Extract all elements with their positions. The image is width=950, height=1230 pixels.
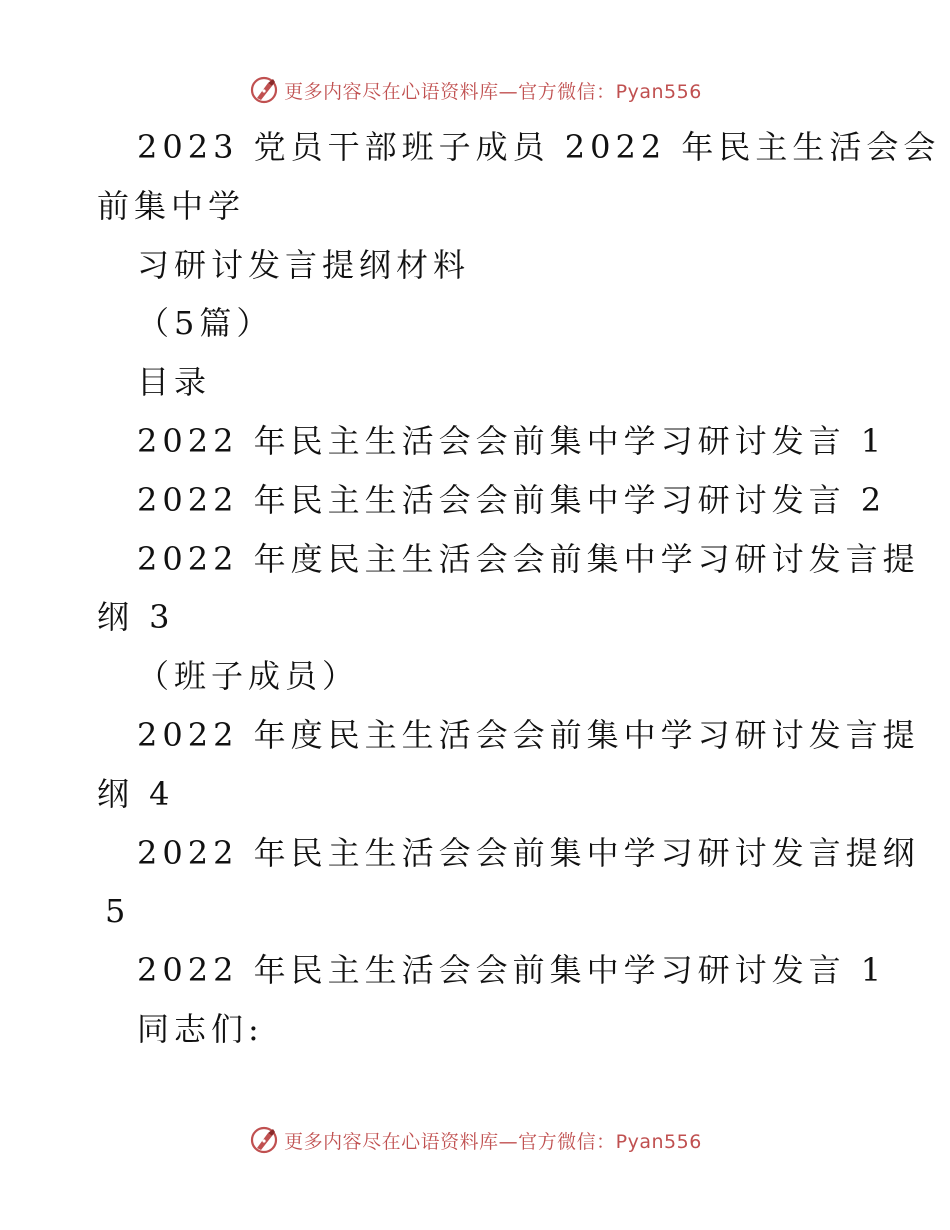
toc-entry-3-cont: 纲 3 bbox=[97, 598, 175, 637]
toc-entry-1: 2022 年民主生活会会前集中学习研讨发言 1 bbox=[137, 421, 887, 460]
doc-count-line: （5篇） bbox=[137, 304, 274, 343]
salutation: 同志们: bbox=[137, 1009, 264, 1048]
toc-heading: 目录 bbox=[137, 363, 212, 402]
header-watermark-banner bbox=[0, 70, 950, 110]
watermark-text: 更多内容尽在心语资料库—官方微信：Pyan556 bbox=[284, 80, 702, 103]
toc-entry-5-cont: 5 bbox=[105, 892, 131, 931]
toc-entry-4: 2022 年度民主生活会会前集中学习研讨发言提 bbox=[137, 715, 920, 754]
toc-entry-5: 2022 年民主生活会会前集中学习研讨发言提纲 bbox=[137, 833, 920, 872]
pen-nib-logo-icon bbox=[248, 1124, 280, 1156]
toc-entry-4-cont: 纲 4 bbox=[97, 774, 175, 813]
watermark-text: 更多内容尽在心语资料库—官方微信：Pyan556 bbox=[284, 1130, 702, 1153]
toc-entry-2: 2022 年民主生活会会前集中学习研讨发言 2 bbox=[137, 480, 887, 519]
pen-nib-logo-icon bbox=[248, 74, 280, 106]
doc-title-line-2: 前集中学 bbox=[97, 186, 246, 225]
document-body bbox=[97, 118, 941, 1059]
footer-watermark-banner bbox=[0, 1120, 950, 1160]
doc-title-line-3: 习研讨发言提纲材料 bbox=[137, 245, 471, 284]
section-heading-1: 2022 年民主生活会会前集中学习研讨发言 1 bbox=[137, 951, 887, 990]
toc-entry-3-note: （班子成员） bbox=[137, 657, 360, 696]
toc-entry-3: 2022 年度民主生活会会前集中学习研讨发言提 bbox=[137, 539, 920, 578]
doc-title-line-1: 2023 党员干部班子成员 2022 年民主生活会会 bbox=[137, 128, 941, 166]
